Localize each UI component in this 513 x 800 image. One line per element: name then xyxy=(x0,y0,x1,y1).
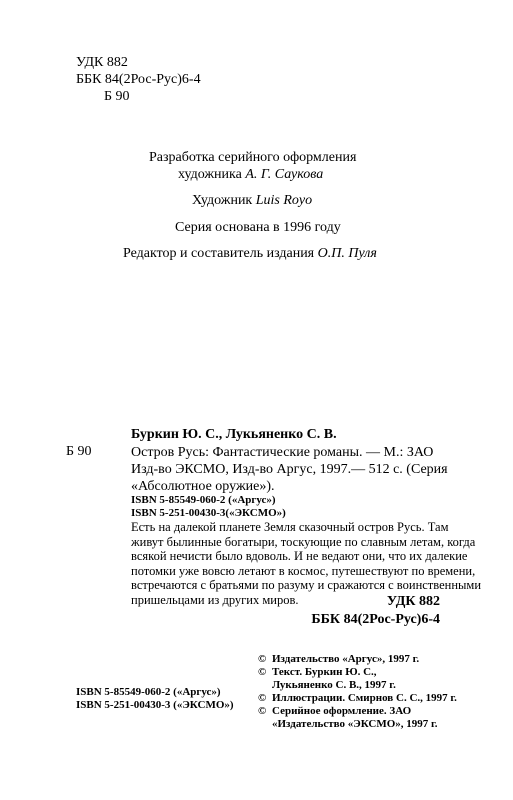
editor-prefix: Редактор и составитель издания xyxy=(123,246,318,261)
copyright-icon: © xyxy=(258,666,267,678)
udk-code-bottom: УДК 882 xyxy=(386,594,440,609)
copyright-entry: © Серийное оформление. ЗАО xyxy=(258,705,412,717)
copyright-entry-continued: Лукьяненко С. В., 1997 г. xyxy=(272,679,396,691)
designer-name: А. Г. Саукова xyxy=(245,167,324,182)
isbn-argus-bottom: ISBN 5-85549-060-2 («Аргус») xyxy=(76,686,221,698)
copyright-entry: © Издательство «Аргус», 1997 г. xyxy=(258,653,420,665)
copyright-entry: © Иллюстрации. Смирнов С. С., 1997 г. xyxy=(258,692,457,704)
bibliography-line: Остров Русь: Фантастические романы. — М.: ЗАО xyxy=(131,445,434,460)
isbn-eksmo-bottom: ISBN 5-251-00430-3 («ЭКСМО») xyxy=(76,699,234,711)
artist-credit xyxy=(192,193,312,209)
copyright-icon: © xyxy=(258,692,267,704)
annotation-line: Есть на далекой планете Земля сказочный остров Русь. Там xyxy=(131,520,449,534)
series-founded: Серия основана в 1996 году xyxy=(175,220,341,235)
isbn-bottom xyxy=(76,686,234,712)
isbn-eksmo: ISBN 5-251-00430-3(«ЭКСМО») xyxy=(131,507,286,519)
bibliography-line: Изд-во ЭКСМО, Изд-во Аргус, 1997.— 512 с. (Серия xyxy=(131,462,448,477)
annotation-line: встречаются с братьями по разуму и сражаются с воинственными xyxy=(131,578,482,592)
copyright-notices xyxy=(258,653,457,731)
classification-codes-bottom xyxy=(311,593,440,629)
classification-codes-top xyxy=(76,54,201,105)
copyright-entry-continued: «Издательство «ЭКСМО», 1997 г. xyxy=(272,718,438,730)
editor-name: О.П. Пуля xyxy=(317,246,377,261)
bbk-code-bottom: ББК 84(2Рос-Рус)6-4 xyxy=(311,612,440,627)
design-credit-line2 xyxy=(178,167,323,183)
annotation-line: пришельцами из других миров. xyxy=(131,592,299,607)
bibliography-line: «Абсолютное оружие»). xyxy=(131,479,275,494)
editor-credit xyxy=(123,246,377,262)
artist-name: Luis Royo xyxy=(255,193,313,208)
copyright-icon: © xyxy=(258,653,267,665)
bbk-code: ББК 84(2Рос-Рус)6-4 xyxy=(76,72,201,87)
author-sign: Б 90 xyxy=(104,89,130,104)
bibliography-description xyxy=(131,444,448,495)
annotation-line: живут былинные богатыри, тоскующие по славным летам, когда xyxy=(131,534,476,549)
copyright-icon: © xyxy=(258,705,267,717)
artist-prefix: Художник xyxy=(192,193,256,208)
bibliography-isbn xyxy=(131,494,286,520)
isbn-argus: ISBN 5-85549-060-2 («Аргус») xyxy=(131,494,276,506)
bibliography-authors: Буркин Ю. С., Лукьяненко С. В. xyxy=(131,427,337,442)
design-credit-prefix: художника xyxy=(178,167,246,182)
bibliography-index: Б 90 xyxy=(66,444,92,459)
copyright-entry: © Текст. Буркин Ю. С., xyxy=(258,666,377,678)
design-credit-line1: Разработка серийного оформления xyxy=(149,150,357,165)
annotation-line: всякой нечисти было вдоволь. И не ведают они, что их далекие xyxy=(131,549,468,563)
annotation-line: потомки уже вовсю летают в космос, путешествуют по времени, xyxy=(131,563,476,578)
udk-code: УДК 882 xyxy=(76,55,128,70)
